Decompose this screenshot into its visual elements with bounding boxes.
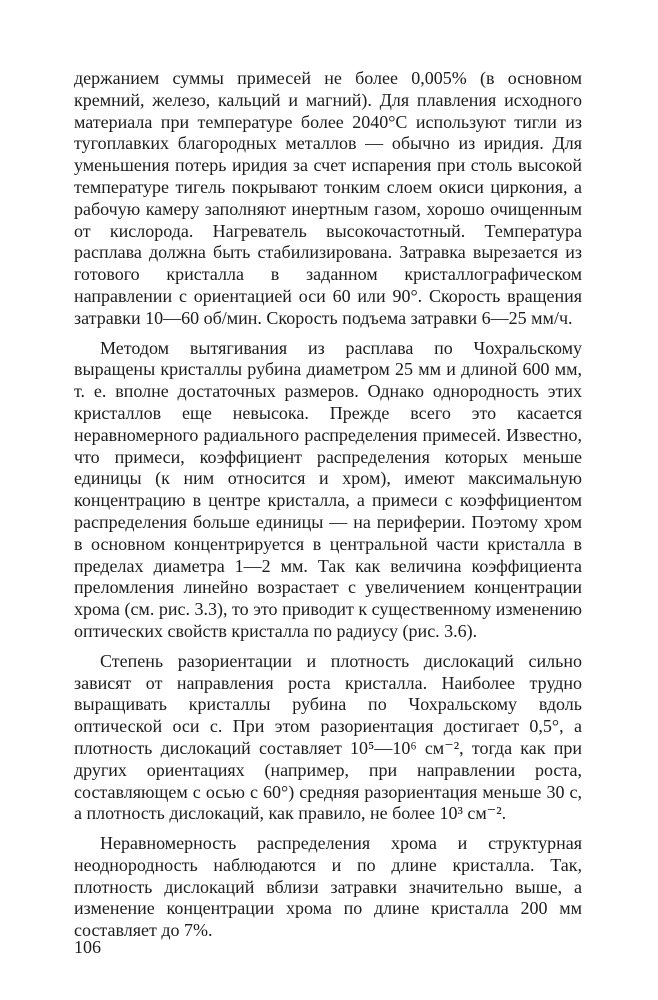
paragraph-4: Неравномерность распределения хрома и структурная неоднородность наблюдаются и по длине кристалла. Так, плотность дислокаций вблизи затравки значительно выше, а изменение концентрации хрома по длине кристалла 200 мм составляет до 7%.: [74, 833, 582, 941]
paragraph-3: Степень разориентации и плотность дислокаций сильно зависят от направления роста кристалла. Наиболее трудно выращивать кристаллы рубина по Чохральскому вдоль оптической оси с. При этом разориентация достигает 0,5°, а плотность дислокаций составляет 10⁵—10⁶ см⁻², тогда как при других ориентациях (например, при направлении роста, составляющем с осью с 60°) средняя разориентация меньше 30 с, а плотность дислокаций, как правило, не более 10³ см⁻².: [74, 650, 582, 824]
page-body: [74, 68, 582, 950]
page-number: 106: [74, 937, 101, 957]
paragraph-2: Методом вытягивания из расплава по Чохральскому выращены кристаллы рубина диаметром 25 мм и длиной 600 мм, т. е. вполне достаточных размеров. Однако однородность этих кристаллов еще невысока. Прежде всего это касается неравномерного радиального распределения примесей. Известно, что примеси, коэффициент распределения которых меньше единицы (к ним относится и хром), имеют максимальную концентрацию в центре кристалла, а примеси с коэффициентом распределения больше единицы — на периферии. Поэтому хром в основном концентрируется в центральной части кристалла в пределах диаметра 1—2 мм. Так как величина коэффициента преломления линейно возрастает с увеличением концентрации хрома (см. рис. 3.3), то это приводит к существенному изменению оптических свойств кристалла по радиусу (рис. 3.6).: [74, 337, 582, 641]
paragraph-1: держанием суммы примесей не более 0,005% (в основном кремний, железо, кальций и магний). Для плавления исходного материала при температуре более 2040°С используют тигли из тугоплавких благородных металлов — обычно из иридия. Для уменьшения потерь иридия за счет испарения при столь высокой температуре тигель покрывают тонким слоем окиси циркония, а рабочую камеру заполняют инертным газом, хорошо очищенным от кислорода. Нагреватель высокочастотный. Температура расплава должна быть стабилизирована. Затравка вырезается из готового кристалла в заданном кристаллографическом направлении с ориентацией оси 60 или 90°. Скорость вращения затравки 10—60 об/мин. Скорость подъема затравки 6—25 мм/ч.: [74, 68, 582, 328]
